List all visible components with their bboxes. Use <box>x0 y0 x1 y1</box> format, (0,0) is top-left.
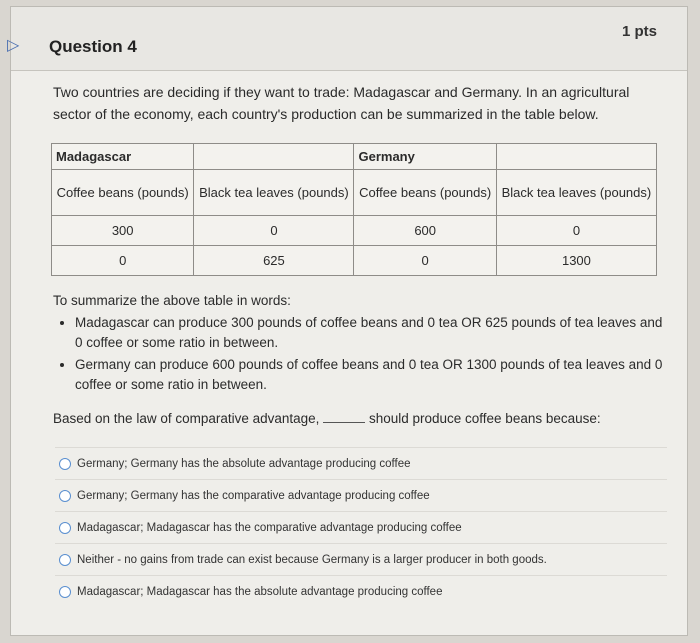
question-title: Question 4 <box>49 37 137 56</box>
summary <box>53 291 673 397</box>
fill-after: should produce coffee beans because: <box>368 411 601 426</box>
table-cell: 0 <box>496 216 656 246</box>
table-row <box>52 246 657 276</box>
column-header: Black tea leaves (pounds) <box>496 170 656 216</box>
column-header: Black tea leaves (pounds) <box>194 170 354 216</box>
option-label: Germany; Germany has the absolute advantage producing coffee <box>77 457 411 470</box>
summary-bullet: • Madagascar can produce 300 pounds of coffee beans and 0 tea OR 625 pounds of tea leaves and 0 coffee or some ratio in between. <box>75 313 673 353</box>
summary-list <box>53 313 673 395</box>
table-header-empty <box>194 144 354 170</box>
table-cell: 300 <box>52 216 194 246</box>
option-label: Neither - no gains from trade can exist because Germany is a larger producer in both goods. <box>77 553 547 566</box>
table-cell: 0 <box>354 246 496 276</box>
radio-button[interactable] <box>59 522 71 534</box>
summary-bullet: • Germany can produce 600 pounds of coffee beans and 0 tea OR 1300 pounds of tea leaves and 0 coffee or some ratio in between. <box>75 355 673 395</box>
fill-in-sentence <box>53 411 673 426</box>
answer-option[interactable] <box>55 575 667 607</box>
table-cell: 0 <box>52 246 194 276</box>
fill-before: Based on the law of comparative advantage, <box>53 411 320 426</box>
radio-button[interactable] <box>59 458 71 470</box>
table-cell: 1300 <box>496 246 656 276</box>
radio-button[interactable] <box>59 586 71 598</box>
summary-intro: To summarize the above table in words: <box>53 293 291 308</box>
production-table <box>51 143 657 276</box>
answer-options <box>55 447 667 607</box>
table-header-empty <box>496 144 656 170</box>
table-header-madagascar: Madagascar <box>52 144 194 170</box>
option-label: Madagascar; Madagascar has the comparative advantage producing coffee <box>77 521 462 534</box>
option-label: Germany; Germany has the comparative advantage producing coffee <box>77 489 430 502</box>
answer-option[interactable] <box>55 511 667 543</box>
table-cell: 600 <box>354 216 496 246</box>
answer-option[interactable] <box>55 447 667 479</box>
answer-option[interactable] <box>55 479 667 511</box>
radio-button[interactable] <box>59 554 71 566</box>
option-label: Madagascar; Madagascar has the absolute advantage producing coffee <box>77 585 443 598</box>
radio-button[interactable] <box>59 490 71 502</box>
question-card <box>7 6 688 636</box>
answer-option[interactable] <box>55 543 667 575</box>
answer-blank <box>323 411 365 423</box>
question-prompt: Two countries are deciding if they want to trade: Madagascar and Germany. In an agricultural sector of the economy, each country's production can be summarized in the table below. <box>53 84 630 122</box>
column-header: Coffee beans (pounds) <box>354 170 496 216</box>
table-row <box>52 216 657 246</box>
table-cell: 0 <box>194 216 354 246</box>
question-header <box>7 7 687 71</box>
table-cell: 625 <box>194 246 354 276</box>
table-header-germany: Germany <box>354 144 496 170</box>
column-header: Coffee beans (pounds) <box>52 170 194 216</box>
flag-icon[interactable]: ▷ <box>7 37 20 54</box>
question-points: 1 pts <box>621 23 657 40</box>
